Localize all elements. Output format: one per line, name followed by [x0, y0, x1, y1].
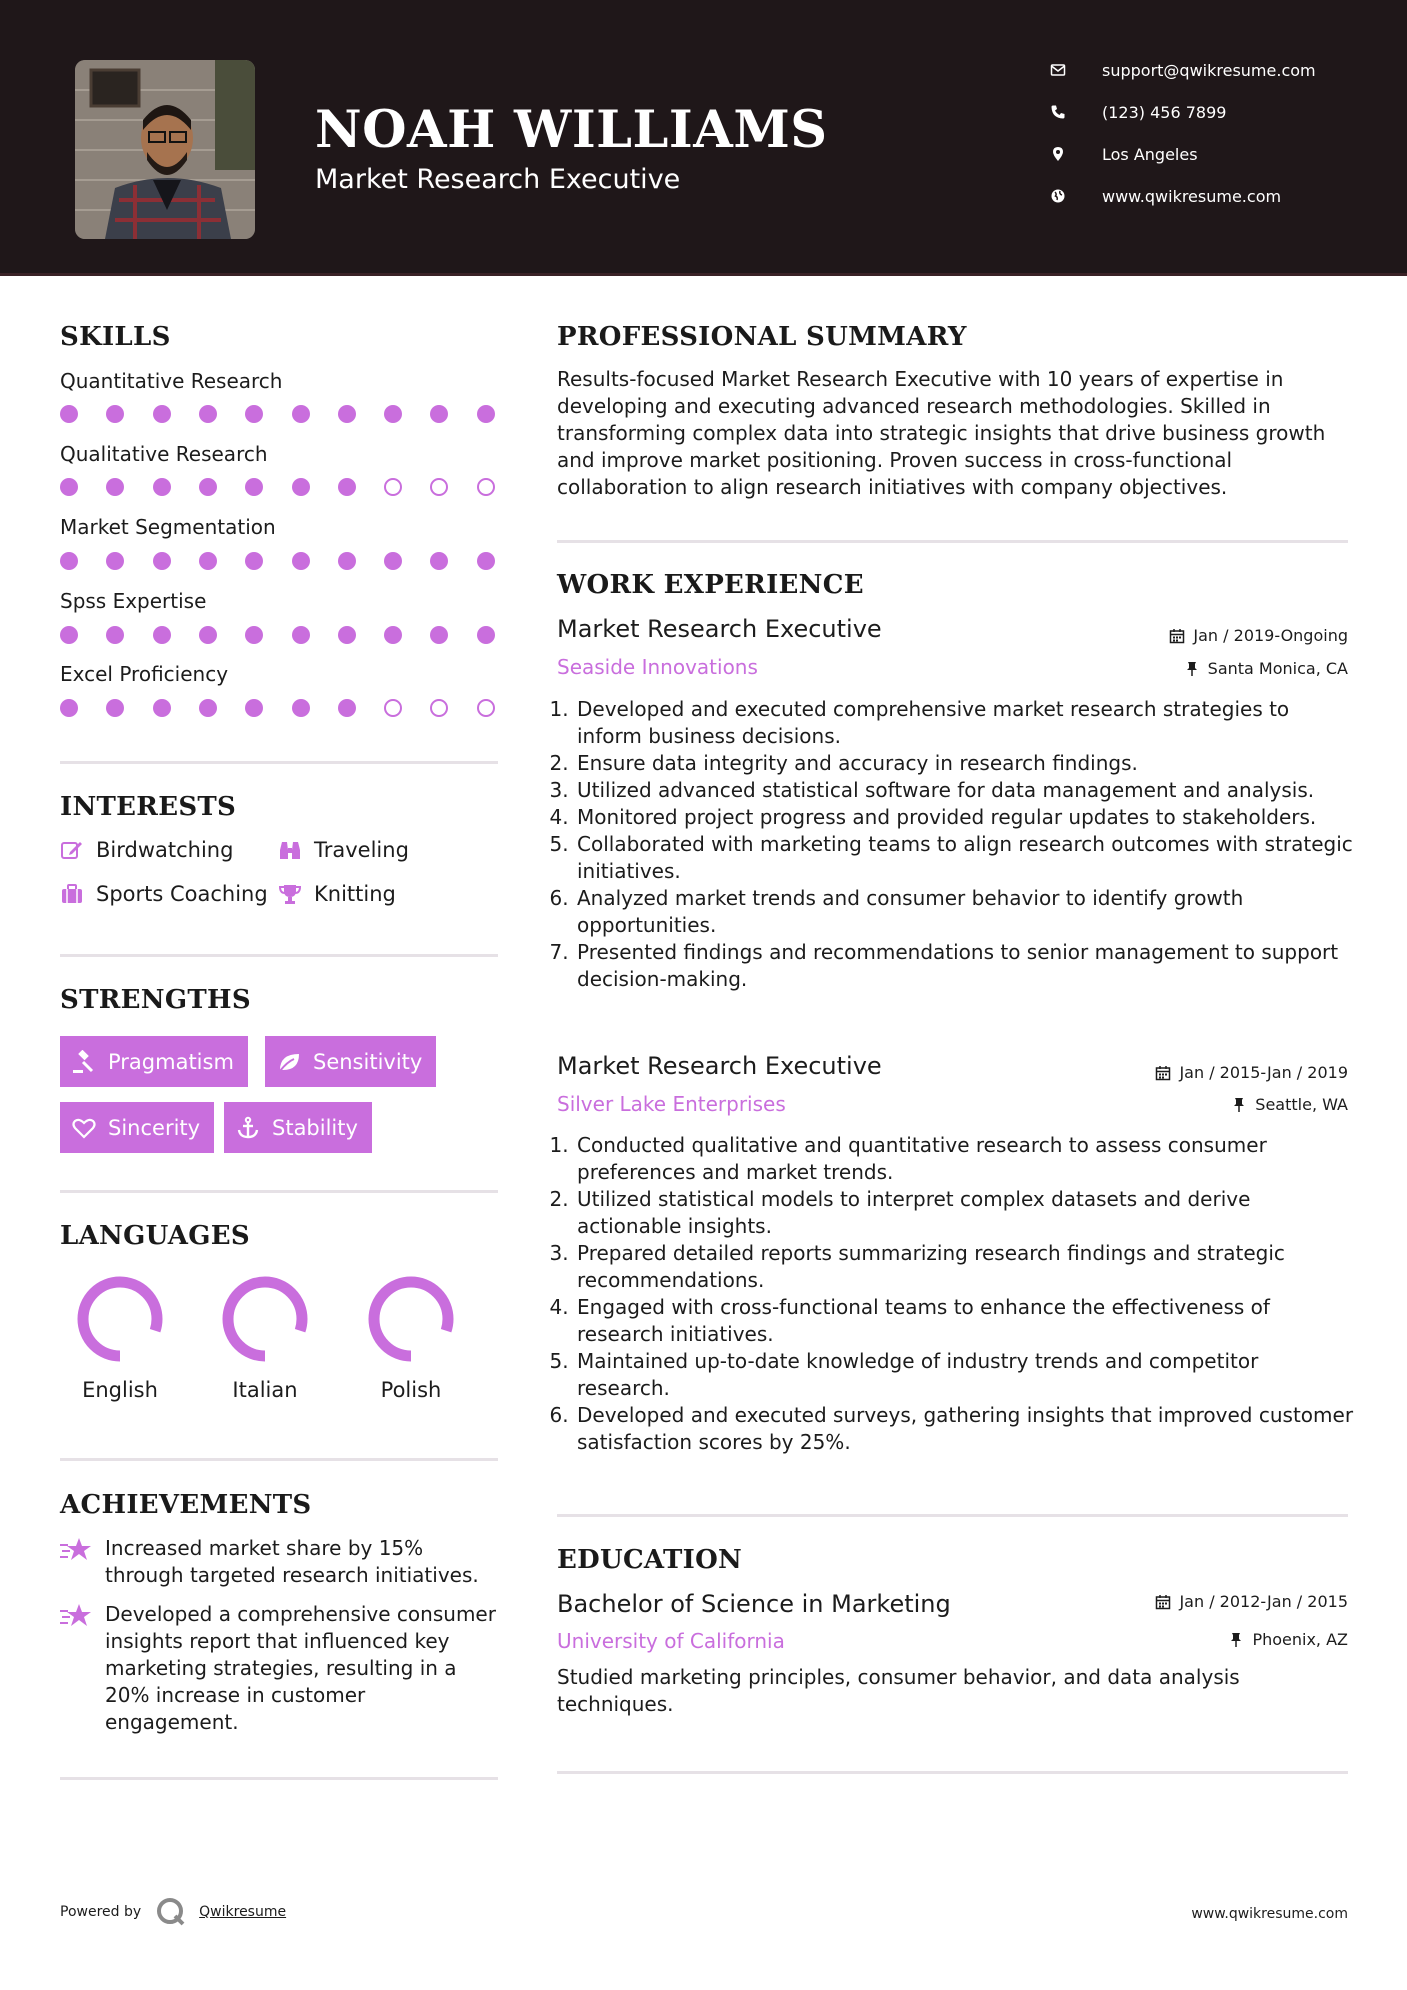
skill-name: Excel Proficiency [60, 662, 229, 686]
language-gauge-arc [83, 1282, 157, 1356]
section-divider [60, 954, 498, 957]
strength-label: Stability [272, 1115, 358, 1140]
job-company: Silver Lake Enterprises [557, 1092, 786, 1116]
contact-website[interactable] [1050, 182, 1281, 210]
language-item [356, 1274, 466, 1402]
languages-heading: LANGUAGES [60, 1221, 250, 1251]
language-gauge-arc [374, 1282, 448, 1356]
job-bullet: 6. Developed and executed surveys, gathering insights that improved customer satisfaction scores by 25%. [575, 1402, 1357, 1456]
rating-dot-filled [338, 626, 356, 644]
rating-dot-filled [477, 405, 495, 423]
qwikresume-logo-icon [155, 1896, 187, 1928]
interest-label: Knitting [314, 882, 396, 906]
job-bullet: 4. Engaged with cross-functional teams to enhance the effectiveness of research initiatives. [575, 1294, 1357, 1348]
education-location [1228, 1630, 1348, 1649]
pushpin-icon [1231, 1097, 1247, 1113]
rating-dot-filled [338, 478, 356, 496]
achievements-heading: ACHIEVEMENTS [60, 1490, 312, 1520]
powered-by-text: Powered by [60, 1904, 142, 1920]
job-dates [1155, 1063, 1348, 1082]
language-item [210, 1274, 320, 1402]
rating-dot-filled [106, 626, 124, 644]
experience-heading: WORK EXPERIENCE [557, 570, 864, 600]
job-dates [1169, 626, 1348, 645]
interests-heading: INTERESTS [60, 792, 237, 822]
rating-dot-empty [477, 699, 495, 717]
section-divider [557, 1771, 1348, 1774]
education-dates [1155, 1592, 1348, 1611]
shooting-star-icon [60, 1603, 92, 1629]
calendar-icon [1169, 628, 1185, 644]
section-divider [60, 1777, 498, 1780]
contact-email[interactable] [1050, 56, 1316, 84]
section-divider [557, 1514, 1348, 1517]
skill-rating [60, 478, 500, 496]
skill-name: Quantitative Research [60, 369, 283, 393]
section-divider [60, 1190, 498, 1193]
education-school: University of California [557, 1629, 785, 1653]
interest-label: Traveling [314, 838, 409, 862]
strength-tag [60, 1102, 214, 1153]
contact-phone-text: (123) 456 7899 [1102, 102, 1227, 122]
strength-tag [60, 1036, 248, 1087]
language-gauge [366, 1274, 456, 1364]
skill-name: Qualitative Research [60, 442, 268, 466]
language-gauge [220, 1274, 310, 1364]
rating-dot-filled [292, 405, 310, 423]
rating-dot-filled [245, 626, 263, 644]
strength-label: Sincerity [108, 1115, 201, 1140]
job-company: Seaside Innovations [557, 655, 758, 679]
pushpin-icon [1184, 661, 1200, 677]
job-bullet: 3. Utilized advanced statistical software for data management and analysis. [575, 777, 1357, 804]
language-gauge-arc [228, 1282, 302, 1356]
job-bullet: 3. Prepared detailed reports summarizing research findings and strategic recommendations. [575, 1240, 1357, 1294]
rating-dot-filled [153, 405, 171, 423]
job-bullet: 2. Ensure data integrity and accuracy in research findings. [575, 750, 1357, 777]
rating-dot-filled [60, 405, 78, 423]
rating-dot-filled [338, 699, 356, 717]
rating-dot-filled [153, 626, 171, 644]
job-location-text: Seattle, WA [1255, 1095, 1348, 1114]
rating-dot-filled [199, 699, 217, 717]
interest-label: Sports Coaching [96, 882, 268, 906]
rating-dot-filled [292, 478, 310, 496]
language-name: English [82, 1378, 158, 1402]
profile-photo [75, 60, 255, 239]
rating-dot-filled [199, 552, 217, 570]
job-bullet: 4. Monitored project progress and provided regular updates to stakeholders. [575, 804, 1357, 831]
resume-header [0, 0, 1407, 276]
job-bullet: 5. Collaborated with marketing teams to align research outcomes with strategic initiatives. [575, 831, 1357, 885]
binoculars-icon [278, 838, 302, 862]
rating-dot-filled [338, 552, 356, 570]
rating-dot-filled [384, 405, 402, 423]
anchor-icon [236, 1116, 260, 1140]
achievement-text: Developed a comprehensive consumer insights report that influenced key marketing strategies, resulting in a 20% increase in customer engagement. [105, 1602, 496, 1734]
rating-dot-filled [430, 552, 448, 570]
rating-dot-filled [477, 552, 495, 570]
education-location-text: Phoenix, AZ [1252, 1630, 1348, 1649]
skill-rating [60, 699, 500, 717]
rating-dot-filled [106, 699, 124, 717]
rating-dot-filled [106, 405, 124, 423]
job-bullet: 5. Maintained up-to-date knowledge of industry trends and competitor research. [575, 1348, 1357, 1402]
section-divider [557, 540, 1348, 543]
rating-dot-filled [384, 626, 402, 644]
section-divider [60, 761, 498, 764]
pencil-square-icon [60, 838, 84, 862]
strength-tag [265, 1036, 436, 1087]
interest-item [60, 882, 268, 906]
contact-location-text: Los Angeles [1102, 144, 1198, 164]
phone-icon [1050, 104, 1066, 120]
job-dates-text: Jan / 2015-Jan / 2019 [1179, 1063, 1348, 1082]
job-title: Market Research Executive [557, 615, 882, 643]
skill-name: Spss Expertise [60, 589, 207, 613]
rating-dot-filled [292, 626, 310, 644]
rating-dot-filled [106, 552, 124, 570]
summary-heading: PROFESSIONAL SUMMARY [557, 322, 967, 352]
heart-icon [72, 1116, 96, 1140]
pushpin-icon [1228, 1632, 1244, 1648]
rating-dot-filled [153, 699, 171, 717]
interest-label: Birdwatching [96, 838, 234, 862]
section-divider [60, 1458, 498, 1461]
job-bullet: 7. Presented findings and recommendations to senior management to support decision-making. [575, 939, 1357, 993]
rating-dot-filled [153, 478, 171, 496]
footer-website[interactable]: www.qwikresume.com [1191, 1906, 1348, 1922]
skill-name: Market Segmentation [60, 515, 276, 539]
rating-dot-filled [106, 478, 124, 496]
rating-dot-filled [60, 478, 78, 496]
rating-dot-filled [245, 699, 263, 717]
rating-dot-empty [384, 478, 402, 496]
calendar-icon [1155, 1594, 1171, 1610]
interest-item [60, 838, 233, 862]
rating-dot-empty [430, 478, 448, 496]
rating-dot-filled [292, 699, 310, 717]
skills-heading: SKILLS [60, 322, 171, 352]
rating-dot-filled [199, 405, 217, 423]
job-location [1231, 1095, 1348, 1114]
job-bullet: 6. Analyzed market trends and consumer behavior to identify growth opportunities. [575, 885, 1357, 939]
job-title: Market Research Executive [557, 1052, 882, 1080]
shooting-star-icon [60, 1537, 92, 1563]
job-location [1184, 659, 1348, 678]
footer-branding [60, 1896, 286, 1928]
language-name: Polish [380, 1378, 442, 1402]
envelope-icon [1050, 62, 1066, 78]
strength-label: Sensitivity [313, 1049, 423, 1074]
skill-rating [60, 552, 500, 570]
strengths-heading: STRENGTHS [60, 985, 251, 1015]
trophy-icon [278, 882, 302, 906]
education-heading: EDUCATION [557, 1545, 743, 1575]
rating-dot-filled [477, 626, 495, 644]
rating-dot-filled [60, 626, 78, 644]
language-item [65, 1274, 175, 1402]
education-description: Studied marketing principles, consumer behavior, and data analysis techniques. [557, 1665, 1240, 1716]
candidate-name: NOAH WILLIAMS [315, 100, 828, 160]
rating-dot-filled [292, 552, 310, 570]
gavel-icon [72, 1050, 96, 1074]
rating-dot-filled [384, 552, 402, 570]
rating-dot-filled [245, 552, 263, 570]
job-bullet: 2. Utilized statistical models to interpret complex datasets and derive actionable insights. [575, 1186, 1357, 1240]
skill-rating [60, 626, 500, 644]
contact-location [1050, 140, 1198, 168]
leaf-icon [277, 1050, 301, 1074]
achievement-text: Increased market share by 15% through targeted research initiatives. [105, 1536, 479, 1587]
rating-dot-filled [199, 478, 217, 496]
job-bullets [557, 1132, 1357, 1456]
briefcase-icon [60, 882, 84, 906]
rating-dot-filled [153, 552, 171, 570]
candidate-role: Market Research Executive [315, 164, 681, 195]
rating-dot-filled [338, 405, 356, 423]
rating-dot-filled [245, 405, 263, 423]
rating-dot-filled [60, 552, 78, 570]
job-bullets [557, 696, 1357, 993]
job-location-text: Santa Monica, CA [1207, 659, 1348, 678]
interest-item [278, 838, 409, 862]
strength-tag [224, 1102, 372, 1153]
language-name: Italian [232, 1378, 298, 1402]
rating-dot-empty [477, 478, 495, 496]
rating-dot-filled [60, 699, 78, 717]
qwikresume-link[interactable]: Qwikresume [199, 1904, 287, 1920]
job-bullet: 1. Developed and executed comprehensive market research strategies to inform business decisions. [575, 696, 1357, 750]
contact-website-text: www.qwikresume.com [1102, 186, 1282, 206]
job-bullet: 1. Conducted qualitative and quantitative research to assess consumer preferences and market trends. [575, 1132, 1357, 1186]
strength-label: Pragmatism [108, 1049, 234, 1074]
education-degree: Bachelor of Science in Marketing [557, 1590, 951, 1618]
summary-text: Results-focused Market Research Executive with 10 years of expertise in developing and executing advanced research methodologies. Skilled in transforming complex data into strategic insights that drive business growth and improve market positioning. Proven success in cross-functional collaboration to align research initiatives with company objectives. [557, 367, 1326, 499]
rating-dot-empty [384, 699, 402, 717]
contact-email-text: support@qwikresume.com [1102, 60, 1316, 80]
contact-phone[interactable] [1050, 98, 1226, 126]
language-gauge [75, 1274, 165, 1364]
interest-item [278, 882, 396, 906]
rating-dot-filled [245, 478, 263, 496]
rating-dot-empty [430, 699, 448, 717]
calendar-icon [1155, 1065, 1171, 1081]
map-pin-icon [1050, 146, 1066, 162]
education-dates-text: Jan / 2012-Jan / 2015 [1179, 1592, 1348, 1611]
globe-icon [1050, 188, 1066, 204]
rating-dot-filled [430, 626, 448, 644]
job-dates-text: Jan / 2019-Ongoing [1193, 626, 1348, 645]
rating-dot-filled [430, 405, 448, 423]
skill-rating [60, 405, 500, 423]
rating-dot-filled [199, 626, 217, 644]
